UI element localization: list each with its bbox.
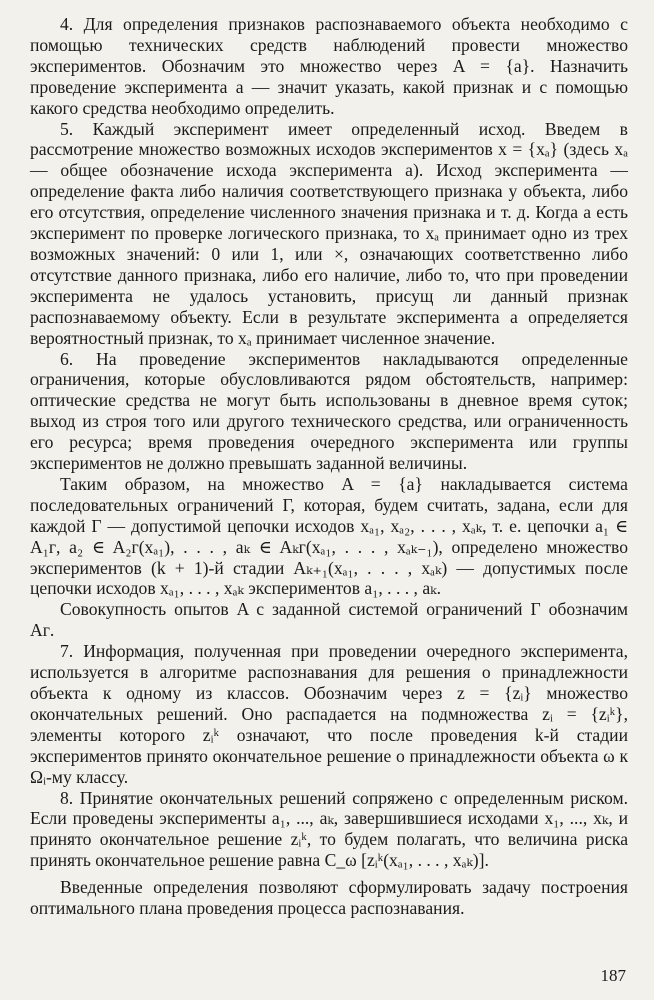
paragraph-5-outcomes: 5. Каждый эксперимент имеет определенный исход. Введем в рассмотрение множество возможных исходов экспериментов x = {xₐ} (здесь xₐ — общее обозначение исхода эксперимента a). Исход эксперимента — определение факта либо наличия соответствующего признака у объекта, либо его отсутствия, определение численного значения признака и т. д. Когда a есть эксперимент по проверке логического признака, то xₐ принимает одно из трех возможных значений: 0 или 1, или ×, означающих соответственно либо отсутствие данного признака, либо его наличие, либо то, что при проведении эксперимента не удалось установить, присущ ли данный признак распознаваемому объекту. Если в результате эксперимента a определяется вероятностный признак, то xₐ принимает численное значение. (30, 118, 628, 348)
paragraph-4-experiments: 4. Для определения признаков распознаваемого объекта необходимо с помощью технических средств наблюдений провести множество экспериментов. Обозначим это множество через A = {a}. Назначить проведение эксперимента a — значит указать, какой признак и с помощью какого средства необходимо определить. (30, 14, 628, 118)
paragraph-experiment-set: Совокупность опытов A с заданной системой ограничений Γ обозначим Aᴦ. (30, 599, 628, 641)
page-number: 187 (600, 966, 626, 985)
paragraph-conclusion: Введенные определения позволяют сформулировать задачу построения оптимального плана проведения процесса распознавания. (30, 877, 628, 919)
paragraph-7-decisions: 7. Информация, полученная при проведении очередного эксперимента, используется в алгоритме распознавания для решения о принадлежности объекта к одному из классов. Обозначим через z = {zᵢ} множество окончательных решений. Оно распадается на подмножества zᵢ = {zᵢᵏ}, элементы которого zᵢᵏ означают, что после проведения k-й стадии экспериментов принято окончательное решение о принадлежности объекта ω к Ωᵢ-му классу. (30, 641, 628, 787)
paragraph-8-risk: 8. Принятие окончательных решений сопряжено с определенным риском. Если проведены эксперименты a₁, ..., aₖ, завершившиеся исходами x₁, ..., xₖ, и принято окончательное решение zᵢᵏ, то будем полагать, что величина риска принять окончательное решение равна C_ω [zᵢᵏ(xₐ₁, . . . , xₐₖ)]. (30, 787, 628, 871)
paragraph-6-constraints: 6. На проведение экспериментов накладываются определенные ограничения, которые обусловливаются рядом обстоятельств, например: оптические средства не могут быть использованы в дневное время суток; выход из строя того или другого технического средства, или ограниченность его ресурса; время проведения очередного эксперимента или группы экспериментов не должно превышать заданной величины. (30, 348, 628, 474)
paragraph-constraint-system: Таким образом, на множество A = {a} накладывается система последовательных ограничений Γ, которая, будем считать, задана, если для каждой Γ — допустимой цепочки исходов xₐ₁, xₐ₂, . . . , xₐₖ, т. е. цепочки a₁ ∈ A₁ᴦ, a₂ ∈ A₂ᴦ(xₐ₁), . . . , aₖ ∈ Aₖᴦ(xₐ₁, . . . , xₐₖ₋₁), определено множество экспериментов (k + 1)-й стадии Aₖ₊₁(xₐ₁, . . . , xₐₖ) — допустимых после цепочки исходов xₐ₁, . . . , xₐₖ экспериментов a₁, . . . , aₖ. (30, 473, 628, 599)
